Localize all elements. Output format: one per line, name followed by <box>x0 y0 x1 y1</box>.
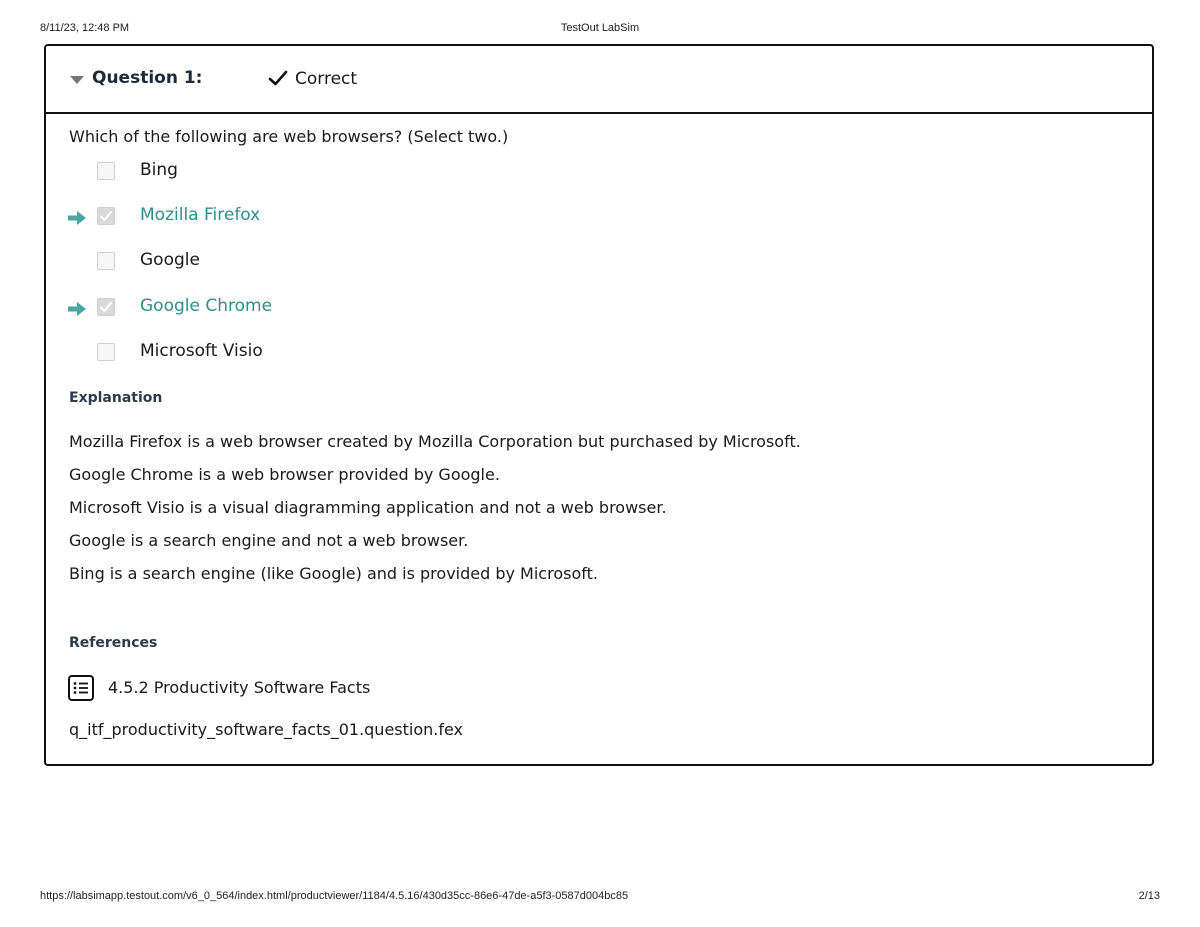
print-footer <box>40 890 1160 906</box>
option-checkbox[interactable] <box>97 298 115 316</box>
option-label: Microsoft Visio <box>140 341 263 361</box>
option-google-chrome[interactable] <box>46 296 646 322</box>
option-label: Google <box>140 250 200 270</box>
list-document-icon <box>68 675 94 701</box>
print-date: 8/11/23, 12:48 PM <box>40 22 130 34</box>
question-header[interactable] <box>46 46 1152 114</box>
result-status: Correct <box>295 69 358 89</box>
option-label: Bing <box>140 160 178 180</box>
question-file-name: q_itf_productivity_software_facts_01.question.fex <box>69 720 464 739</box>
correct-answer-arrow-icon <box>68 302 86 316</box>
question-card <box>44 44 1154 766</box>
references-heading: References <box>69 635 158 651</box>
collapse-caret-icon[interactable] <box>70 76 84 84</box>
explanation-line: Mozilla Firefox is a web browser created by Mozilla Corporation but purchased by Microsoft. <box>69 432 801 451</box>
correct-answer-arrow-icon <box>68 211 86 225</box>
page-number: 2/13 <box>1138 890 1160 902</box>
option-google[interactable] <box>46 250 646 276</box>
explanation-line: Google Chrome is a web browser provided by Google. <box>69 465 500 484</box>
print-url: https://labsimapp.testout.com/v6_0_564/index.html/productviewer/1184/4.5.16/430d35cc-86e6-47de-a5f3-0587d004bc85 <box>40 890 629 902</box>
checkbox-check-icon <box>99 209 113 223</box>
explanation-line: Bing is a search engine (like Google) and is provided by Microsoft. <box>69 564 598 583</box>
question-label: Question 1: <box>92 68 203 88</box>
question-body <box>46 114 1152 764</box>
option-label: Google Chrome <box>140 296 273 316</box>
option-checkbox[interactable] <box>97 343 115 361</box>
option-checkbox[interactable] <box>97 207 115 225</box>
option-mozilla-firefox[interactable] <box>46 205 646 231</box>
checkbox-check-icon <box>99 300 113 314</box>
explanation-line: Microsoft Visio is a visual diagramming application and not a web browser. <box>69 498 667 517</box>
option-bing[interactable] <box>46 160 646 186</box>
option-checkbox[interactable] <box>97 252 115 270</box>
option-label: Mozilla Firefox <box>140 205 261 225</box>
question-prompt: Which of the following are web browsers? (Select two.) <box>69 127 509 146</box>
explanation-line: Google is a search engine and not a web browser. <box>69 531 469 550</box>
reference-link[interactable]: 4.5.2 Productivity Software Facts <box>108 678 371 697</box>
explanation-heading: Explanation <box>69 390 163 406</box>
option-checkbox[interactable] <box>97 162 115 180</box>
option-microsoft-visio[interactable] <box>46 341 646 367</box>
print-title: TestOut LabSim <box>560 22 640 34</box>
checkmark-icon <box>268 68 288 88</box>
print-header <box>40 22 1160 38</box>
